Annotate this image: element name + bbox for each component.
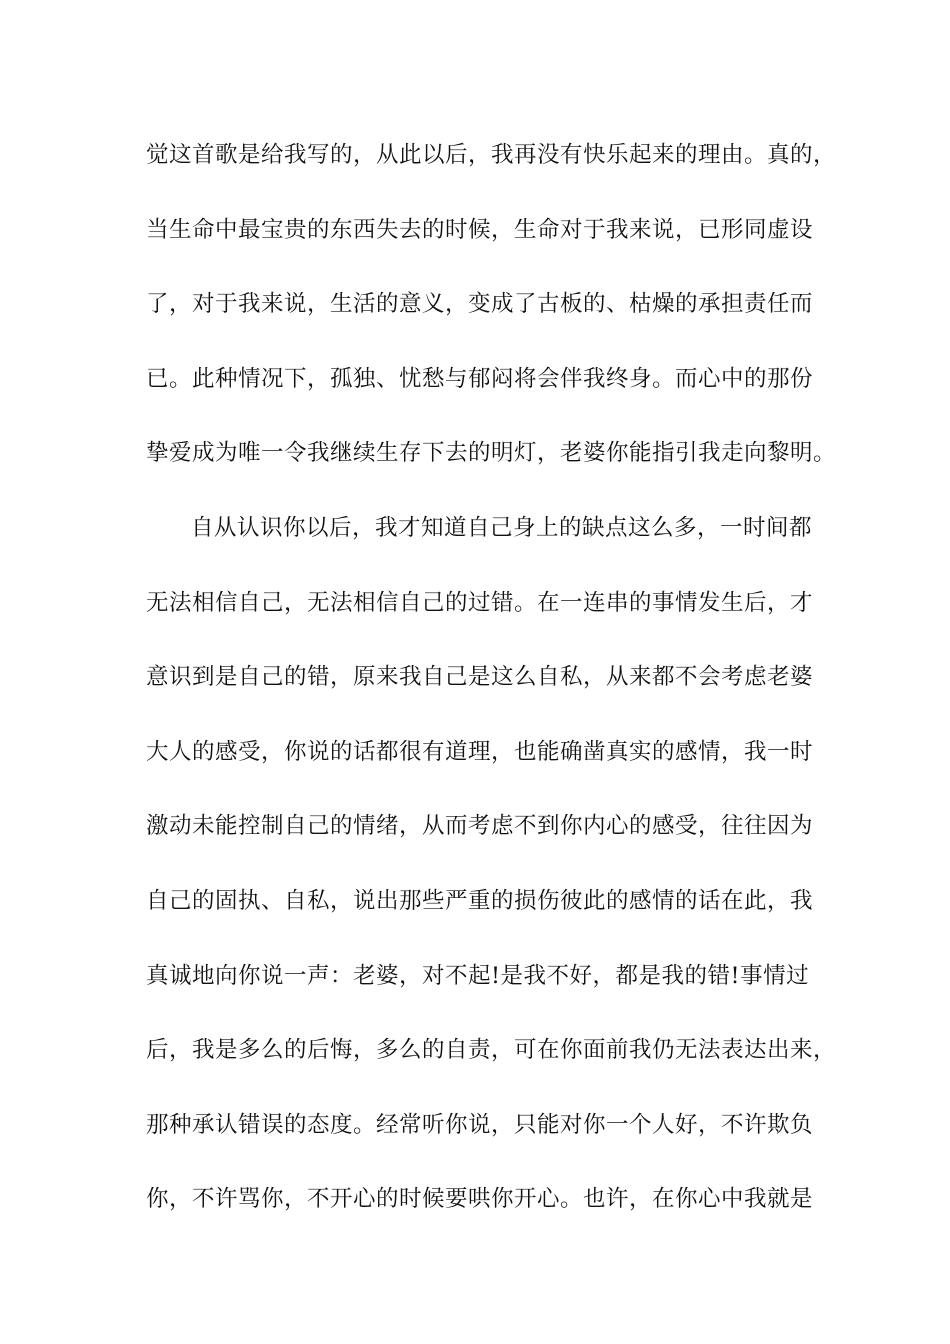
paragraph-start-line: 自从认识你以后，我才知道自己身上的缺点这么多，一时间都 — [191, 514, 813, 541]
text-line: 无法相信自己，无法相信自己的过错。在一连串的事情发生后，才 — [146, 589, 814, 616]
text-line: 了，对于我来说，生活的意义，变成了古板的、枯燥的承担责任而 — [146, 291, 814, 318]
text-line: 大人的感受，你说的话都很有道理，也能确凿真实的感情，我一时 — [146, 738, 814, 765]
text-line: 当生命中最宝贵的东西失去的时候，生命对于我来说，已形同虚设 — [146, 216, 814, 243]
text-line: 挚爱成为唯一令我继续生存下去的明灯，老婆你能指引我走向黎明。 — [146, 440, 837, 467]
text-line: 真诚地向你说一声：老婆，对不起!是我不好，都是我的错!事情过 — [146, 962, 810, 989]
text-line: 觉这首歌是给我写的，从此以后，我再没有快乐起来的理由。真的， — [146, 142, 837, 168]
text-line: 已。此种情况下，孤独、忧愁与郁闷将会伴我终身。而心中的那份 — [146, 365, 814, 392]
text-line: 那种承认错误的态度。经常听你说，只能对你一个人好，不许欺负 — [146, 1111, 814, 1138]
text-line: 自己的固执、自私，说出那些严重的损伤彼此的感情的话在此，我 — [146, 887, 814, 914]
text-line: 意识到是自己的错，原来我自己是这么自私，从来都不会考虑老婆 — [146, 664, 814, 691]
text-line: 后，我是多么的后悔，多么的自责，可在你面前我仍无法表达出来， — [146, 1037, 837, 1064]
text-line: 你，不许骂你，不开心的时候要哄你开心。也许，在你心中我就是 — [146, 1186, 814, 1213]
text-line: 激动未能控制自己的情绪，从而考虑不到你内心的感受，往往因为 — [146, 813, 814, 840]
body-text — [146, 130, 837, 1249]
